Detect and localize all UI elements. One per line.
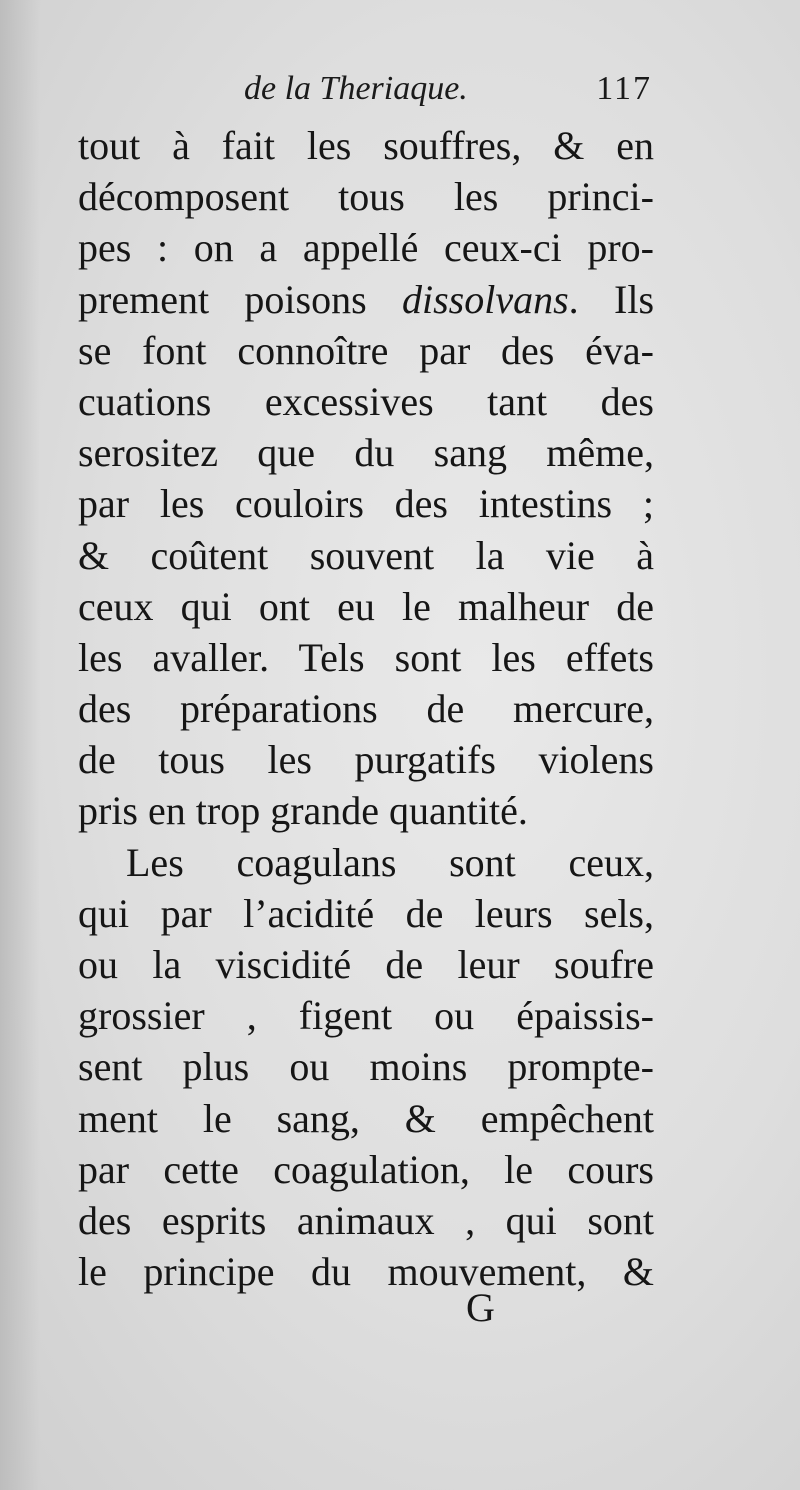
text-line-16: qui par l’acidité de leurs sels, [78,890,654,936]
text-line-19: sent plus ou moins prompte- [78,1044,654,1090]
text-line-14: pris en trop grande quantité. [78,788,528,834]
text-line-4-start: prement poisons [78,276,367,322]
page-gutter-shadow [0,0,40,1490]
text-line-4-end: . Ils [568,276,654,322]
signature-mark: G [466,1285,495,1330]
text-line-12: des préparations de mercure, [78,686,654,732]
page-number: 117 [596,70,652,107]
italic-term: dissolvans [401,276,569,322]
text-line-1: tout à fait les souffres, & en [78,123,654,168]
text-line-17: ou la viscidité de leur soufre [78,942,654,987]
text-line-7: serositez que du sang même, [78,430,654,476]
text-line-4 [78,274,654,325]
text-line-21: par cette coagulation, le cours [78,1146,654,1192]
text-line-8: par les couloirs des intestins ; [78,481,654,527]
body-text [78,120,654,1297]
text-line-15: Les coagulans sont ceux, [126,839,654,885]
text-line-5: se font connoître par des éva- [78,327,654,373]
text-line-22: des esprits animaux , qui sont [78,1197,654,1243]
running-head [78,70,654,120]
text-line-18: grossier , figent ou épaissis- [78,993,654,1039]
text-line-11: les avaller. Tels sont les effets [78,634,654,680]
text-line-20: ment le sang, & empêchent [78,1095,654,1141]
text-line-3: pes : on a appellé ceux-ci pro- [78,225,654,271]
running-title: de la Theriaque. [244,70,468,107]
text-line-10: ceux qui ont eu le malheur de [78,583,654,629]
text-line-13: de tous les purgatifs violens [78,737,654,783]
text-line-6: cuations excessives tant des [78,378,654,424]
text-line-23: le principe du mouvement, & [78,1249,654,1295]
text-line-2: décomposent tous les princi- [78,174,654,220]
text-line-9: & coûtent souvent la vie à [78,532,654,578]
